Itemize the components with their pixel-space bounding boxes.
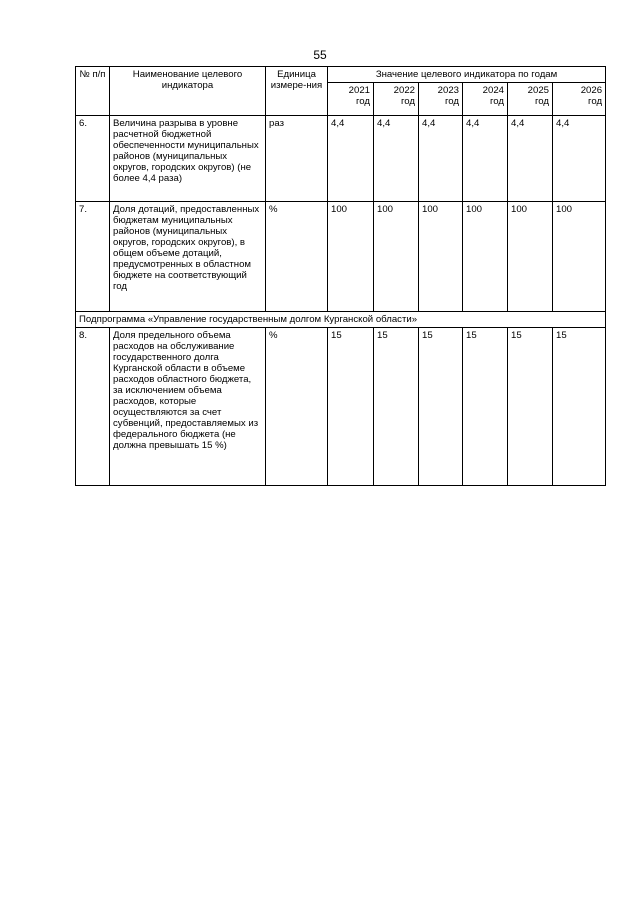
- row-unit: %: [266, 202, 328, 312]
- row-value: 4,4: [508, 116, 553, 202]
- row-value: 15: [419, 328, 463, 486]
- row-value: 15: [463, 328, 508, 486]
- header-year-2023: 2023 год: [419, 83, 463, 116]
- row-value: 100: [553, 202, 606, 312]
- section-row: [76, 312, 606, 328]
- row-value: 15: [553, 328, 606, 486]
- row-name: Доля предельного объема расходов на обслуживание государственного долга Курганской области в объеме расходов областного бюджета, за исключением объема расходов, которые осуществляются за счет субвенций, предоставляемых из федерального бюджета (не должна превышать 15 %): [110, 328, 266, 486]
- row-value: 4,4: [463, 116, 508, 202]
- header-num: № п/п: [76, 67, 110, 116]
- row-unit: %: [266, 328, 328, 486]
- header-year-2021: 2021 год: [328, 83, 374, 116]
- row-value: 100: [328, 202, 374, 312]
- table-row: [76, 328, 606, 486]
- row-value: 15: [374, 328, 419, 486]
- row-num: 6.: [76, 116, 110, 202]
- row-num: 8.: [76, 328, 110, 486]
- row-unit: раз: [266, 116, 328, 202]
- section-title: Подпрограмма «Управление государственным долгом Курганской области»: [76, 312, 606, 328]
- table-row: [76, 116, 606, 202]
- header-year-2025: 2025 год: [508, 83, 553, 116]
- header-year-2022: 2022 год: [374, 83, 419, 116]
- row-value: 4,4: [419, 116, 463, 202]
- row-value: 100: [508, 202, 553, 312]
- row-name: Доля дотаций, предоставленных бюджетам муниципальных районов (муниципальных округов, городских округов), в общем объеме дотаций, предусмотренных в областном бюджете на соответствующий год: [110, 202, 266, 312]
- header-year-2024: 2024 год: [463, 83, 508, 116]
- row-value: 100: [463, 202, 508, 312]
- row-name: Величина разрыва в уровне расчетной бюджетной обеспеченности муниципальных районов (муниципальных округов, городских округов) (не более 4,4 раза): [110, 116, 266, 202]
- row-value: 15: [508, 328, 553, 486]
- header-years-group: Значение целевого индикатора по годам: [328, 67, 606, 83]
- row-value: 15: [328, 328, 374, 486]
- indicator-table: [75, 66, 606, 486]
- header-row-1: [76, 67, 606, 83]
- table-row: [76, 202, 606, 312]
- row-value: 4,4: [553, 116, 606, 202]
- header-unit: Единица измере-ния: [266, 67, 328, 116]
- header-name: Наименование целевого индикатора: [110, 67, 266, 116]
- page-number: 55: [313, 48, 327, 62]
- row-value: 4,4: [328, 116, 374, 202]
- header-year-2026: 2026 год: [553, 83, 606, 116]
- row-num: 7.: [76, 202, 110, 312]
- row-value: 4,4: [374, 116, 419, 202]
- row-value: 100: [374, 202, 419, 312]
- row-value: 100: [419, 202, 463, 312]
